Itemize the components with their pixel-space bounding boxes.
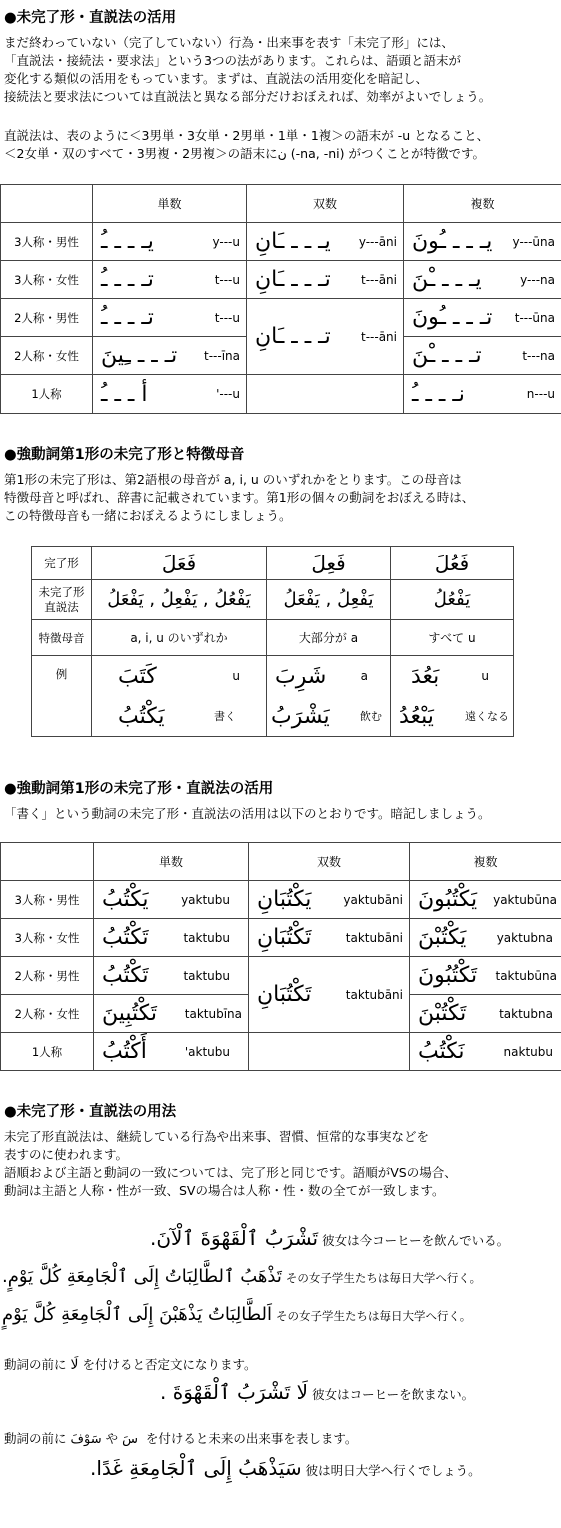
cell: يـ ـ ـ ـْنَ y---na <box>404 261 561 299</box>
row-label: 2人称・男性 <box>1 299 93 337</box>
vowel-note: すべて u <box>391 620 514 656</box>
cell: يـ ـ ـ ـُ y---u <box>93 223 247 261</box>
cell: نَكْتُبُ naktubu <box>410 1033 561 1071</box>
cell: يـ ـ ـ ـَانِ y---āni <box>247 223 404 261</box>
cell: تـ ـ ـ ـِينَ t---īna <box>93 337 247 375</box>
cell: تَكْتُبَانِ taktubāni <box>249 919 410 957</box>
cell: تـ ـ ـ ـَانِ t---āni <box>247 261 404 299</box>
row-label: 2人称・女性 <box>1 995 94 1033</box>
row-label: 3人称・男性 <box>1 223 93 261</box>
imperfect-form: يَفْعِلُ , يَفْعَلُ <box>283 589 374 610</box>
cell: يَكْتُبْنَ yaktubna <box>410 919 561 957</box>
section-title: ●未完了形・直説法の用法 <box>4 1104 177 1120</box>
example-sentence: تَذْهَبُ ٱلطَّالِبَاتُ إِلَى ٱلْجَامِعَةِ كُلَّ يَوْمٍ. その女子学生たちは毎日大学へ行く。 <box>2 1266 482 1287</box>
label-example: 例 <box>32 656 92 737</box>
cell: تـ ـ ـ ـُ t---u <box>93 261 247 299</box>
cell: أ ـ ـ ـُ '---u <box>93 375 247 414</box>
paragraph: 未完了形直説法は、継続している行為や出来事、習慣、恒常的な事実などを 表すのに使われます。 語順および主語と動詞の一致については、完了形と同じです。語順がVSの場合、 動詞は主語と人称・性が一致、SVの場合は人称・性・数の全てが一致します。 <box>4 1129 457 1198</box>
perfect-form: فَعَلَ <box>161 551 197 575</box>
conjugation-table-kataba <box>0 842 561 1071</box>
perfect-form: فَعُلَ <box>434 551 470 575</box>
conjugation-table-pattern <box>0 184 561 414</box>
cell: تَكْتُبُونَ taktubūna <box>410 957 561 995</box>
row-label: 1人称 <box>1 375 93 414</box>
negation-note: 動詞の前に لَا を付けると否定文になります。 <box>4 1357 257 1373</box>
header-plural: 複数 <box>410 843 561 881</box>
row-label: 2人称・女性 <box>1 337 93 375</box>
header-singular: 単数 <box>94 843 249 881</box>
example-sentence: اَلطَّالِبَاتُ يَذْهَبْنَ إِلَى ٱلْجَامِعَةِ كُلَّ يَوْمٍ その女子学生たちは毎日大学へ行く。 <box>2 1304 472 1325</box>
section-title: ●強動詞第1形の未完了形・直説法の活用 <box>4 781 274 797</box>
cell: تـ ـ ـ ـُونَ t---ūna <box>404 299 561 337</box>
vowel-table <box>31 546 514 737</box>
cell: تَكْتُبْنَ taktubna <box>410 995 561 1033</box>
paragraph: まだ終わっていない（完了していない）行為・出来事を表す「未完了形」には、 「直説法・接続法・要求法」という3つの法があります。これらは、語頭と語末が 変化する類似の活用をもっています。まずは、直説法の活用変化を暗記し、 接続法と要求法については直説法と異なる部分だけおぼえれば、効率がよいでしょう。 <box>4 35 492 104</box>
cell: تـ ـ ـ ـْنَ t---na <box>404 337 561 375</box>
row-label: 3人称・女性 <box>1 919 94 957</box>
imperfect-form: يَفْعُلُ , يَفْعِلُ , يَفْعَلُ <box>107 589 251 610</box>
section-title: ●強動詞第1形の未完了形と特徴母音 <box>4 447 245 463</box>
paragraph: 第1形の未完了形は、第2語根の母音が a, i, u のいずれかをとります。この母音は 特徴母音と呼ばれ、辞書に記載されています。第1形の個々の動詞をおぼえる時は、 この特徴母音も一緒におぼえるようにしましょう。 <box>4 472 475 523</box>
perfect-form: فَعِلَ <box>311 551 346 575</box>
cell: تَكْتُبُ taktubu <box>94 957 249 995</box>
imperfect-form: يَفْعُلُ <box>433 589 471 610</box>
cell: تـ ـ ـ ـَانِ t---āni <box>247 299 404 375</box>
cell: يـ ـ ـ ـُونَ y---ūna <box>404 223 561 261</box>
cell: نـ ـ ـ ـُ n---u <box>404 375 561 414</box>
vowel-note: a, i, u のいずれか <box>92 620 267 656</box>
example-cell: بَعُدَ u يَبْعُدُ 遠くなる <box>391 656 514 737</box>
cell: تَكْتُبِينَ taktubīna <box>94 995 249 1033</box>
label-perfect: 完了形 <box>32 547 92 580</box>
example-sentence: تَشْرَبُ ٱلْقَهْوَةَ ٱلْآنَ. 彼女は今コーヒーを飲んでいる。 <box>150 1226 510 1250</box>
paragraph: 「書く」という動詞の未完了形・直説法の活用は以下のとおりです。暗記しましょう。 <box>4 806 491 821</box>
cell: تَكْتُبُ taktubu <box>94 919 249 957</box>
cell: يَكْتُبُ yaktubu <box>94 881 249 919</box>
example-sentence: لَا تَشْرَبُ ٱلْقَهْوَةَ . 彼女はコーヒーを飲まない。 <box>160 1380 475 1404</box>
cell: تَكْتُبَانِ taktubāni <box>249 957 410 1033</box>
header-dual: 双数 <box>249 843 410 881</box>
example-sentence: سَيَذْهَبُ إِلَى ٱلْجَامِعَةِ غَدًا. 彼は明日大学へ行くでしょう。 <box>90 1456 481 1480</box>
row-label: 3人称・男性 <box>1 881 94 919</box>
cell: يَكْتُبُونَ yaktubūna <box>410 881 561 919</box>
header-singular: 単数 <box>93 185 247 223</box>
cell: أَكْتُبُ 'aktubu <box>94 1033 249 1071</box>
vowel-note: 大部分が a <box>267 620 391 656</box>
example-cell: شَرِبَ a يَشْرَبُ 飲む <box>267 656 391 737</box>
row-label: 1人称 <box>1 1033 94 1071</box>
paragraph: 直説法は、表のように＜3男単・3女単・2男単・1単・1複＞の語末が -u となること、 ＜2女単・双のすべて・3男複・2男複＞の語末にن (-na, -ni) がつくことが特徴です。 <box>4 128 490 161</box>
example-cell: كَتَبَ u يَكْتُبُ 書く <box>92 656 267 737</box>
cell: يَكْتُبَانِ yaktubāni <box>249 881 410 919</box>
row-label: 2人称・男性 <box>1 957 94 995</box>
label-vowel: 特徴母音 <box>32 620 92 656</box>
header-dual: 双数 <box>247 185 404 223</box>
future-note: 動詞の前に سَوْفَ や سَ を付けると未来の出来事を表します。 <box>4 1431 358 1447</box>
row-label: 3人称・女性 <box>1 261 93 299</box>
cell: تـ ـ ـ ـُ t---u <box>93 299 247 337</box>
header-plural: 複数 <box>404 185 561 223</box>
section-title: ●未完了形・直説法の活用 <box>4 10 177 26</box>
label-imperfect: 未完了形 直説法 <box>32 580 92 620</box>
